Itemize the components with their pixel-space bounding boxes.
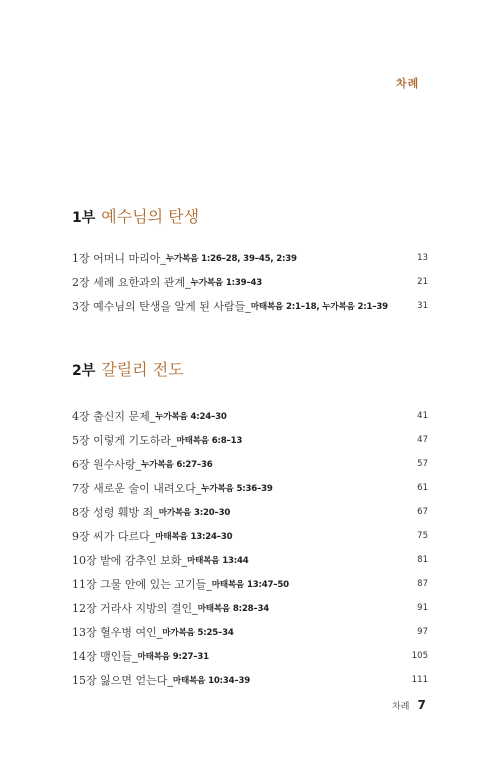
chapter-title: 7장 새로운 술이 내려오다 — [72, 482, 196, 495]
chapter-title: 15장 잃으면 얻는다 — [72, 674, 168, 687]
toc-entry[interactable] — [72, 246, 428, 270]
separator: _ — [185, 275, 191, 289]
separator: _ — [206, 577, 212, 591]
toc-entry[interactable] — [72, 270, 428, 294]
separator: _ — [245, 299, 251, 313]
page-number: 41 — [417, 411, 428, 421]
scripture-reference: 마태복음 13:44 — [187, 556, 249, 566]
page-number: 13 — [417, 253, 428, 263]
separator: _ — [171, 433, 177, 447]
chapter-title: 12장 거라사 지방의 결인 — [72, 602, 193, 615]
separator: _ — [149, 409, 156, 423]
separator: _ — [192, 601, 198, 615]
chapter-title: 8장 성령 훼방 죄 — [72, 506, 154, 519]
scripture-reference: 마가복음 3:20–30 — [158, 508, 231, 518]
chapter-title: 13장 혈우병 여인 — [72, 626, 157, 639]
separator: _ — [181, 553, 187, 567]
scripture-reference: 마태복음 10:34–39 — [172, 676, 251, 686]
scripture-reference: 마태복음 8:28–34 — [197, 604, 270, 614]
toc-entry[interactable] — [72, 404, 428, 428]
separator: _ — [156, 625, 163, 639]
page-number: 21 — [417, 277, 428, 287]
chapter-title: 1장 어머니 마리아 — [72, 252, 161, 265]
scripture-reference: 누가복음 5:36–39 — [201, 484, 273, 494]
page-number: 67 — [417, 507, 428, 517]
toc-entry[interactable] — [72, 294, 428, 318]
chapter-title: 11장 그물 안에 있는 고기들 — [72, 578, 207, 591]
chapter-title: 4장 출신지 문제 — [72, 410, 150, 423]
chapter-title: 2장 세례 요한과의 관계 — [72, 276, 186, 289]
separator: _ — [160, 251, 166, 265]
page-number: 57 — [417, 459, 428, 469]
chapter-title: 10장 밭에 감추인 보화 — [72, 554, 182, 567]
part-number: 1부 — [72, 210, 96, 226]
page-footer — [392, 694, 426, 713]
part-1 — [72, 204, 428, 318]
separator: _ — [149, 529, 156, 543]
section-heading: 차례 — [396, 77, 420, 90]
scripture-reference: 누가복음 4:24–30 — [155, 412, 227, 422]
chapter-title: 6장 원수사랑 — [72, 458, 136, 471]
page-number: 91 — [417, 603, 428, 613]
toc-entry[interactable] — [72, 572, 428, 596]
footer-label: 차례 — [392, 702, 410, 712]
page-number: 87 — [417, 579, 428, 589]
toc-entry[interactable] — [72, 548, 428, 572]
part-number: 2부 — [72, 363, 96, 379]
page-number: 75 — [417, 531, 428, 541]
page-number: 105 — [411, 651, 428, 661]
separator: _ — [167, 673, 173, 687]
chapter-list — [72, 246, 428, 318]
chapter-title: 5장 이렇게 기도하라 — [72, 434, 171, 447]
scripture-reference: 누가복음 1:39–43 — [190, 278, 263, 288]
scripture-reference: 누가복음 6:27–36 — [141, 460, 213, 470]
chapter-title: 3장 예수님의 탄생을 알게 된 사람들 — [72, 300, 246, 313]
scripture-reference: 마태복음 9:27–31 — [137, 652, 209, 662]
scripture-reference: 마태복음 6:8–13 — [176, 436, 243, 446]
scripture-reference: 마가복음 5:25–34 — [162, 628, 234, 638]
chapter-title: 9장 씨가 다르다 — [72, 530, 150, 543]
toc-entry[interactable] — [72, 500, 428, 524]
toc-entry[interactable] — [72, 452, 428, 476]
part-title: 예수님의 탄생 — [101, 207, 200, 226]
page-number: 47 — [417, 435, 428, 445]
page-number: 7 — [417, 698, 426, 712]
part-2-heading — [72, 357, 428, 380]
page-number: 81 — [417, 555, 428, 565]
chapter-title: 14장 맹인들 — [72, 650, 132, 663]
scripture-reference: 마태복음 13:24–30 — [155, 532, 233, 542]
page-number: 31 — [417, 301, 428, 311]
scripture-reference: 누가복음 1:26–28, 39–45, 2:39 — [165, 254, 297, 264]
separator: _ — [153, 505, 159, 519]
toc-entry[interactable] — [72, 596, 428, 620]
part-1-heading — [72, 204, 428, 227]
toc-entry[interactable] — [72, 668, 428, 692]
toc-entry[interactable] — [72, 428, 428, 452]
part-title: 갈릴리 전도 — [101, 360, 184, 379]
toc-entry[interactable] — [72, 476, 428, 500]
separator: _ — [195, 481, 202, 495]
page-number: 111 — [411, 675, 428, 685]
toc-entry[interactable] — [72, 620, 428, 644]
toc-entry[interactable] — [72, 644, 428, 668]
separator: _ — [135, 457, 142, 471]
scripture-reference: 마태복음 13:47–50 — [211, 580, 289, 590]
scripture-reference: 마태복음 2:1–18, 누가복음 2:1–39 — [250, 302, 388, 312]
separator: _ — [132, 649, 138, 663]
page-number: 97 — [417, 627, 428, 637]
toc-entry[interactable] — [72, 524, 428, 548]
part-2 — [72, 357, 428, 692]
chapter-list — [72, 404, 428, 692]
page-number: 61 — [417, 483, 428, 493]
